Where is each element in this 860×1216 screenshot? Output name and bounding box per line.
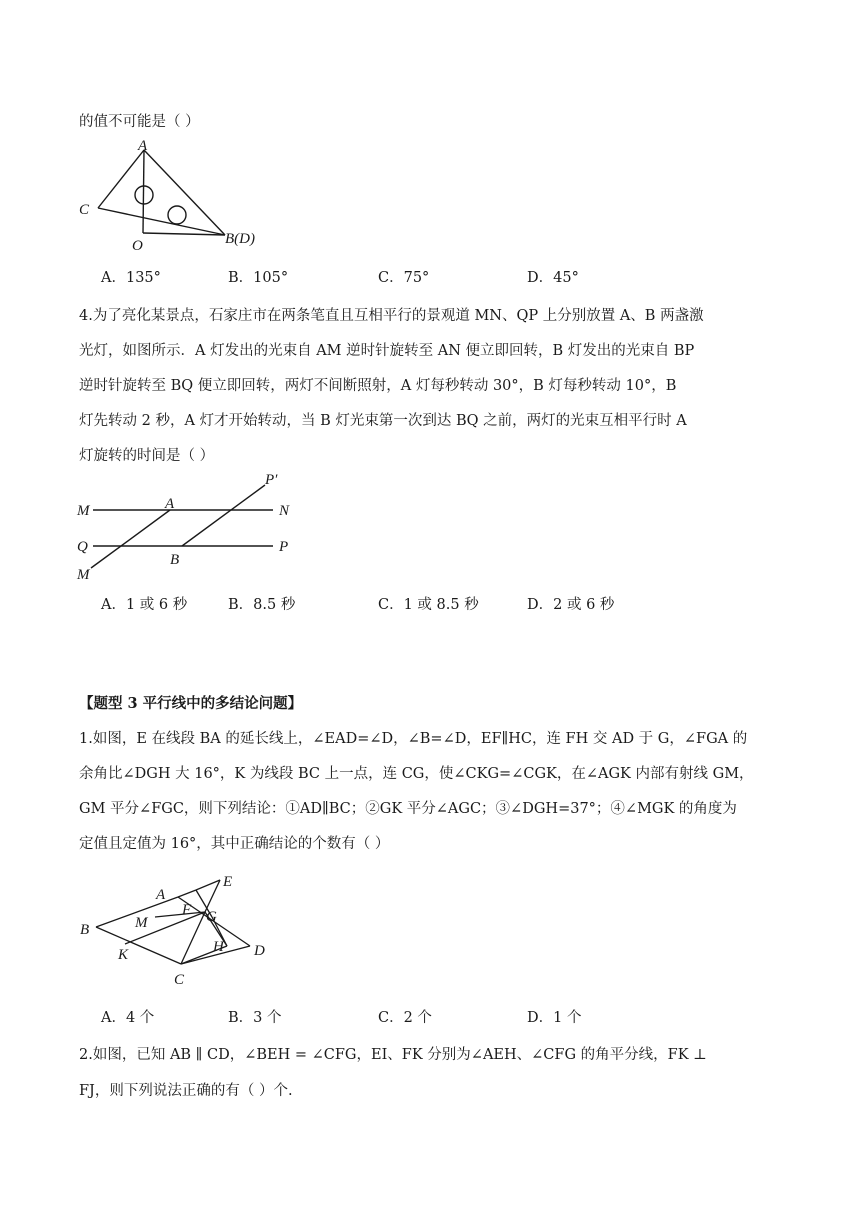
- q4-line-1: 4.为了亮化某景点，石家庄市在两条笔直且互相平行的景观道 MN、QP 上分别放置 A、B 两盏激: [79, 308, 704, 324]
- label-b: B: [170, 552, 180, 568]
- label-c: C: [79, 202, 90, 218]
- label-f: F: [182, 902, 192, 918]
- s1-option-d: D．1 个: [527, 1010, 582, 1026]
- q3-option-d: D．45°: [527, 270, 579, 286]
- label-e: E: [223, 874, 233, 890]
- s1-line-2: 余角比∠DGH 大 16°，K 为线段 BC 上一点，连 CG，使∠CKG=∠CGK，在∠AGK 内部有射线 GM，: [79, 766, 754, 782]
- q4-line-2: 光灯，如图所示．A 灯发出的光束自 AM 逆时针旋转至 AN 便立即回转，B 灯发出的光束自 BP: [79, 343, 695, 359]
- q4-option-b: B．8.5 秒: [228, 597, 296, 613]
- q4-line-4: 灯先转动 2 秒，A 灯才开始转动，当 B 灯光束第一次到达 BQ 之前，两灯的光束互相平行时 A: [79, 413, 687, 429]
- label-a: A: [165, 496, 175, 512]
- q4-option-d: D．2 或 6 秒: [527, 597, 615, 613]
- q3-stem-tail: 的值不可能是（ ）: [79, 114, 200, 130]
- label-k: K: [118, 947, 129, 963]
- label-a: A: [138, 138, 148, 154]
- q4-option-a: A．1 或 6 秒: [101, 597, 188, 613]
- s2-line-2: FJ，则下列说法正确的有（ ）个.: [79, 1083, 293, 1099]
- label-bd: B(D): [225, 231, 255, 247]
- s1-option-a: A．4 个: [101, 1010, 155, 1026]
- label-p: P: [279, 539, 289, 555]
- s1-option-c: C．2 个: [378, 1010, 432, 1026]
- s1-line-4: 定值且定值为 16°，其中正确结论的个数有（ ）: [79, 836, 390, 852]
- q3-option-b: B．105°: [228, 270, 289, 286]
- s1-line-1: 1.如图，E 在线段 BA 的延长线上，∠EAD=∠D，∠B=∠D，EF∥HC，连 FH 交 AD 于 G，∠FGA 的: [79, 731, 748, 747]
- q4-option-c: C．1 或 8.5 秒: [378, 597, 479, 613]
- label-o: O: [132, 238, 143, 254]
- q3-option-c: C．75°: [378, 270, 430, 286]
- label-n: N: [279, 503, 290, 519]
- label-m: M: [135, 915, 148, 931]
- q4-line-5: 灯旋转的时间是（ ）: [79, 448, 215, 464]
- label-a: A: [156, 887, 166, 903]
- q3-triangle-figure: [75, 138, 275, 258]
- s1-option-b: B．3 个: [228, 1010, 282, 1026]
- label-b: B: [80, 922, 90, 938]
- label-g: G: [206, 909, 217, 925]
- label-d: D: [254, 943, 265, 959]
- label-h: H: [213, 939, 224, 955]
- s2-line-1: 2.如图，已知 AB ∥ CD，∠BEH = ∠CFG，EI、FK 分别为∠AEH、∠CFG 的角平分线，FK ⊥: [79, 1047, 707, 1063]
- q4-line-3: 逆时针旋转至 BQ 便立即回转，两灯不间断照射，A 灯每秒转动 30°，B 灯每秒转动 10°，B: [79, 378, 677, 394]
- q3-option-a: A．135°: [101, 270, 161, 286]
- s1-line-3: GM 平分∠FGC，则下列结论：①AD∥BC；②GK 平分∠AGC；③∠DGH=37°；④∠MGK 的角度为: [79, 801, 737, 817]
- section-heading: 【题型 3 平行线中的多结论问题】: [79, 695, 303, 712]
- label-q: Q: [77, 539, 88, 555]
- label-p-prime: P′: [265, 472, 278, 488]
- label-m-top: M: [77, 503, 90, 519]
- label-c: C: [174, 972, 185, 988]
- label-m-bottom: M: [77, 567, 90, 583]
- s1-geometry-figure: [75, 870, 285, 990]
- q4-parallel-lines-figure: [75, 470, 315, 585]
